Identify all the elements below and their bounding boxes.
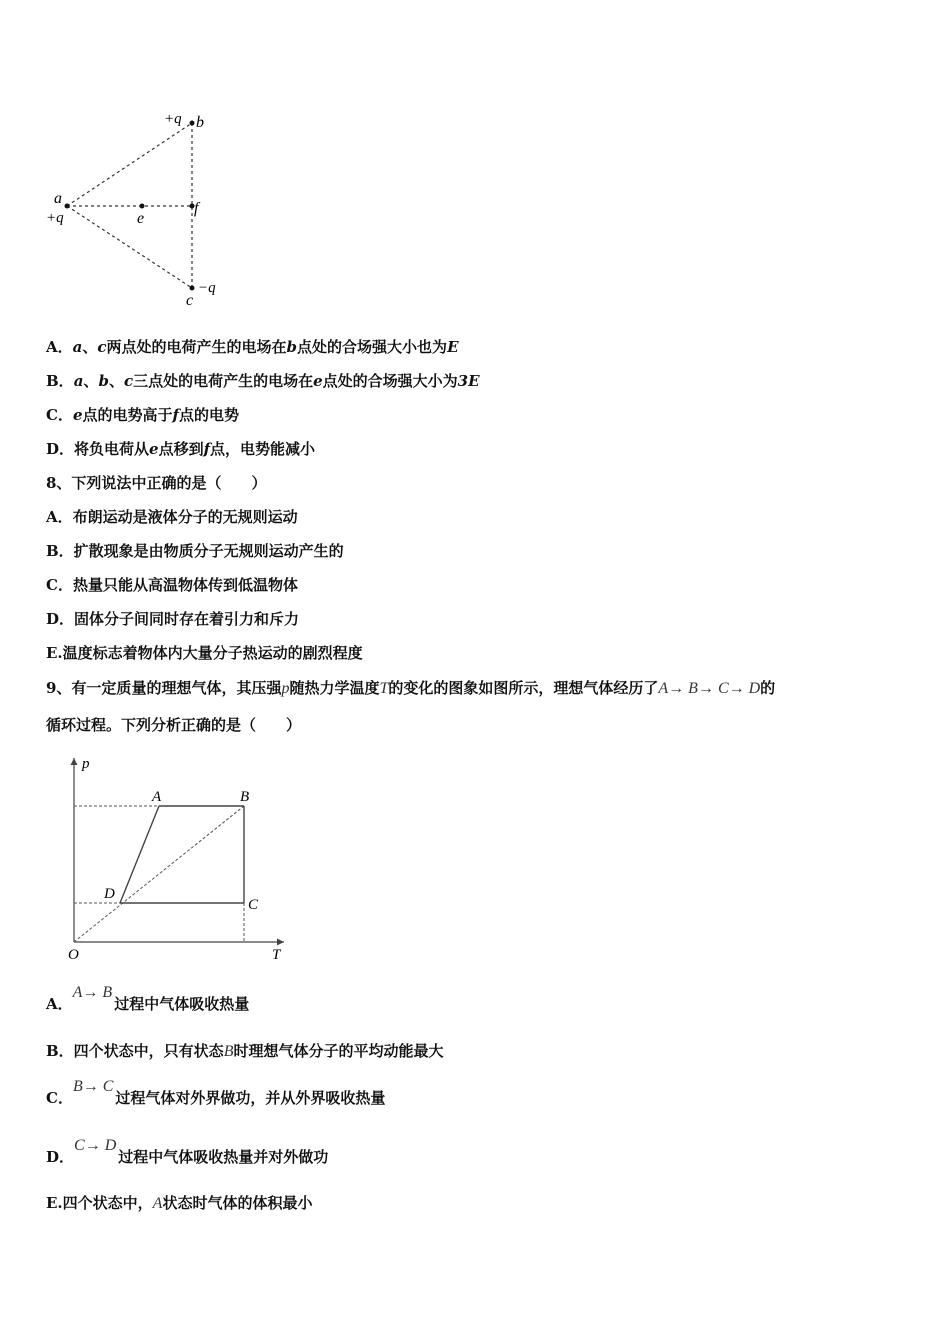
state-label-a: A <box>152 789 162 805</box>
q9-option-e: E.四个状态中，A状态时气体的体积最小 <box>46 1194 313 1212</box>
q8-option-b: B．扩散现象是由物质分子无规则运动产生的 <box>46 542 344 560</box>
state-label-d: D <box>104 886 115 902</box>
p-t-graph <box>60 752 300 967</box>
origin-label: O <box>68 947 79 963</box>
label-e: e <box>137 210 145 227</box>
state-label-b: B <box>240 789 250 805</box>
charge-diagram <box>40 105 240 315</box>
label-c: c <box>186 292 194 309</box>
q8-option-e: E.温度标志着物体内大量分子热运动的剧烈程度 <box>46 644 363 662</box>
axis-label-p: p <box>82 756 90 772</box>
label-b-charge: +q <box>164 111 182 127</box>
label-c-charge: −q <box>198 280 216 296</box>
label-b: b <box>196 114 204 131</box>
q9-stem-line2: 循环过程。下列分析正确的是（ ） <box>46 716 302 734</box>
label-a-charge: +q <box>46 210 64 226</box>
q7-option-b: B．a、b、c三点处的电荷产生的电场在e点处的合场强大小为3E <box>46 372 480 390</box>
line-a-b <box>67 123 192 206</box>
q8-option-a: A．布朗运动是液体分子的无规则运动 <box>46 508 298 526</box>
q8-stem: 8、下列说法中正确的是（ ） <box>46 474 267 492</box>
point-b <box>190 121 195 126</box>
q7-option-d: D．将负电荷从e点移到f点，电势能减小 <box>46 440 316 458</box>
state-label-c: C <box>248 897 259 913</box>
axis-label-t: T <box>272 947 281 963</box>
label-f: f <box>194 200 199 217</box>
q8-option-d: D．固体分子间同时存在着引力和斥力 <box>46 610 300 628</box>
isochore-line <box>74 806 244 942</box>
label-a: a <box>54 190 62 207</box>
point-a <box>65 204 70 209</box>
q9-option-d: D．C→ D过程中气体吸收热量并对外做功 <box>46 1137 329 1166</box>
q8-option-c: C．热量只能从高温物体传到低温物体 <box>46 576 298 594</box>
q9-option-a: A．A→ B过程中气体吸收热量 <box>46 984 250 1013</box>
q7-option-c: C．e点的电势高于f点的电势 <box>46 406 239 424</box>
q7-option-a: A．a、c两点处的电荷产生的电场在b点处的合场强大小也为E <box>46 338 459 356</box>
point-e <box>140 204 145 209</box>
q9-option-b: B．四个状态中，只有状态B时理想气体分子的平均动能最大 <box>46 1042 444 1060</box>
q9-stem: 9、有一定质量的理想气体，其压强p随热力学温度T的变化的图象如图所示，理想气体经历了A→ B→ C→ D的 <box>46 679 776 697</box>
point-c <box>190 286 195 291</box>
segment-d-a <box>120 806 159 903</box>
line-a-c <box>67 206 192 288</box>
q9-option-c: C．B→ C过程气体对外界做功，并从外界吸收热量 <box>46 1078 386 1107</box>
